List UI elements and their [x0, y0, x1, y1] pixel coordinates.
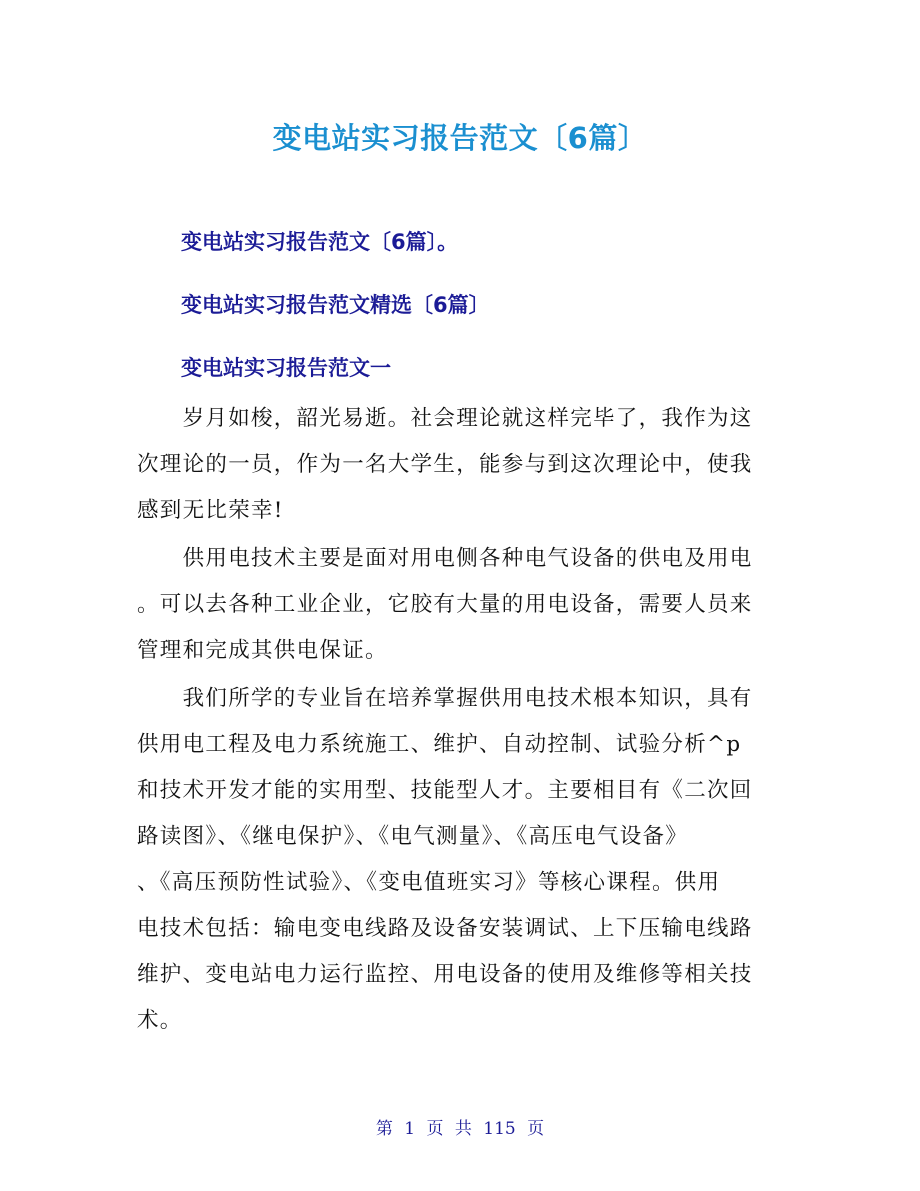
paragraph-line: 次理论的一员，作为一名大学生，能参与到这次理论中，使我	[137, 452, 753, 477]
paragraph-line: 维护、变电站电力运行监控、用电设备的使用及维修等相关技	[137, 962, 753, 987]
paragraph-3	[137, 676, 787, 1044]
document-title: 变电站实习报告范文〔6篇〕	[272, 121, 648, 155]
paragraph-line: 管理和完成其供电保证。	[137, 638, 388, 663]
paragraph-line: 和技术开发才能的实用型、技能型人才。主要相目有《二次回	[137, 778, 753, 803]
paragraph-line: 供用电工程及电力系统施工、维护、自动控制、试验分析^p	[137, 732, 742, 757]
paragraph-line: 我们所学的专业旨在培养掌握供用电技术根本知识，具有	[137, 686, 753, 711]
paragraph-line: 供用电技术主要是面对用电侧各种电气设备的供电及用电	[137, 546, 753, 571]
page-number-footer: 第 1 页 共 115 页	[375, 1119, 545, 1139]
heading-1: 变电站实习报告范文〔6篇〕。	[181, 230, 459, 254]
paragraph-line: 感到无比荣幸!	[137, 498, 284, 523]
paragraph-line: 路读图》、《继电保护》、《电气测量》、《高压电气设备》	[137, 824, 689, 849]
paragraph-2	[137, 536, 787, 674]
paragraph-1	[137, 396, 787, 534]
paragraph-line: 、《高压预防性试验》、《变电值班实习》等核心课程。供用	[137, 870, 721, 895]
heading-3: 变电站实习报告范文一	[181, 356, 391, 380]
paragraph-line: 岁月如梭，韶光易逝。社会理论就这样完毕了，我作为这	[137, 406, 753, 431]
heading-2: 变电站实习报告范文精选〔6篇〕	[181, 293, 490, 317]
paragraph-line: 电技术包括：输电变电线路及设备安装调试、上下压输电线路	[137, 916, 753, 941]
paragraph-line: 术。	[137, 1008, 183, 1033]
paragraph-line: 。可以去各种工业企业，它胶有大量的用电设备，需要人员来	[137, 592, 753, 617]
